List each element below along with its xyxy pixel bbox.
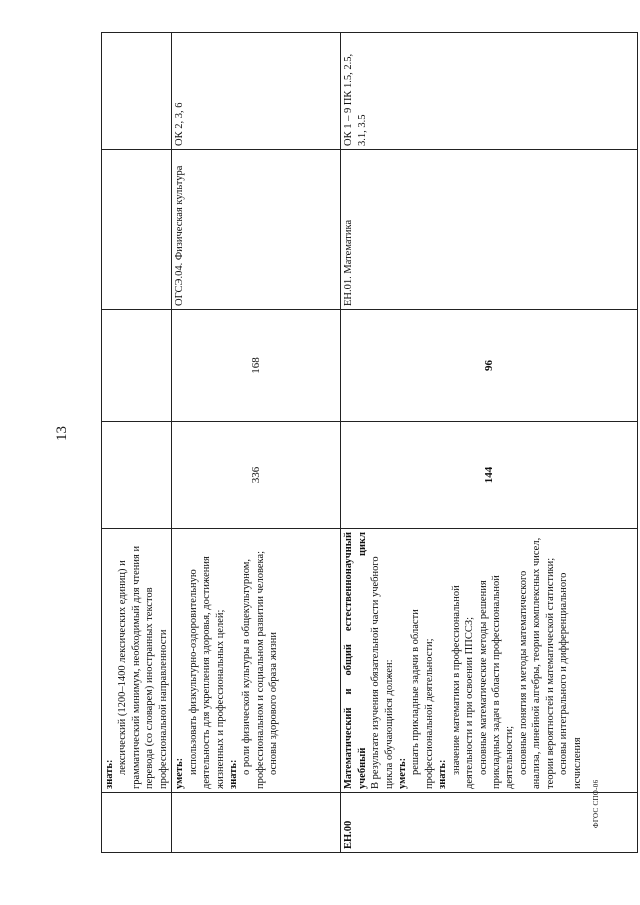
max-hours-cell (102, 422, 172, 529)
requirements-cell (102, 529, 172, 793)
discipline-cell: ОГСЭ.04. Физическая культура (172, 150, 341, 310)
discipline-cell (102, 150, 172, 310)
footer-standard-code: ФГОС СПО-06 (592, 779, 600, 828)
max-hours-cell: 336 (172, 422, 341, 529)
rotated-page-content (101, 33, 637, 853)
requirements-line: знать: (437, 759, 449, 789)
competencies-cell: ОК 2, 3, 6 (172, 33, 341, 150)
requirements-line: использовать физкультурно-оздоровительную деятельность для укрепления здоровья, достижения жизненных и профессиональных целей; (187, 556, 226, 789)
obligatory-hours-cell (102, 310, 172, 422)
discipline-cell: ЕН.01. Математика (341, 150, 638, 310)
max-hours-cell: 144 (341, 422, 638, 529)
requirements-line: уметь: (396, 757, 408, 789)
cycle-code-cell (172, 793, 341, 853)
requirements-line: знать: (104, 759, 115, 789)
requirements-line: решать прикладные задачи в области профессиональной деятельности; (410, 609, 435, 789)
cycle-code-cell: ЕН.00 (341, 793, 638, 853)
requirements-cell (172, 529, 341, 793)
obligatory-hours-cell: 168 (172, 310, 341, 422)
requirements-line: о роли физической культуры в общекультурном, профессиональном и социальном развитии человека; (241, 550, 266, 789)
curriculum-table (101, 32, 638, 853)
cycle-code-cell (102, 793, 172, 853)
table-row (341, 33, 638, 853)
page-number: 13 (54, 426, 70, 441)
requirements-line: основы здорового образа жизни (268, 632, 280, 775)
requirements-line: В результате изучения обязательной части учебного цикла обучающийся должен: (370, 556, 395, 789)
requirements-line: лексический (1200–1400 лексических единиц) и грамматический минимум, необходимый для чтения и перевода (со словарем) иностранных текстов профессиональной направленности (117, 545, 169, 789)
requirements-line: основы интегрального и дифференциального исчисления (558, 572, 583, 789)
requirements-line: основные понятия и методы математического анализа, линейной алгебры, теории комплексных чисел, теории вероятностей и математической статистики; (517, 537, 556, 789)
requirements-cell (341, 529, 638, 793)
requirements-line: значение математики в профессиональной деятельности и при освоении ППССЗ; (450, 585, 476, 789)
requirements-line: знать: (227, 759, 239, 789)
requirements-line: уметь: (174, 757, 186, 789)
competencies-cell (102, 33, 172, 150)
obligatory-hours-cell: 96 (341, 310, 638, 422)
table-row (102, 33, 172, 853)
cycle-title: Математический и общий естественнонаучный учебный цикл (343, 532, 368, 789)
table-row (172, 33, 341, 853)
competencies-cell: ОК 1 – 9 ПК 1.5, 2.5, 3.1, 3.5 (341, 33, 638, 150)
requirements-line: основные математические методы решения прикладных задач в области профессиональной деятельности; (477, 575, 516, 789)
